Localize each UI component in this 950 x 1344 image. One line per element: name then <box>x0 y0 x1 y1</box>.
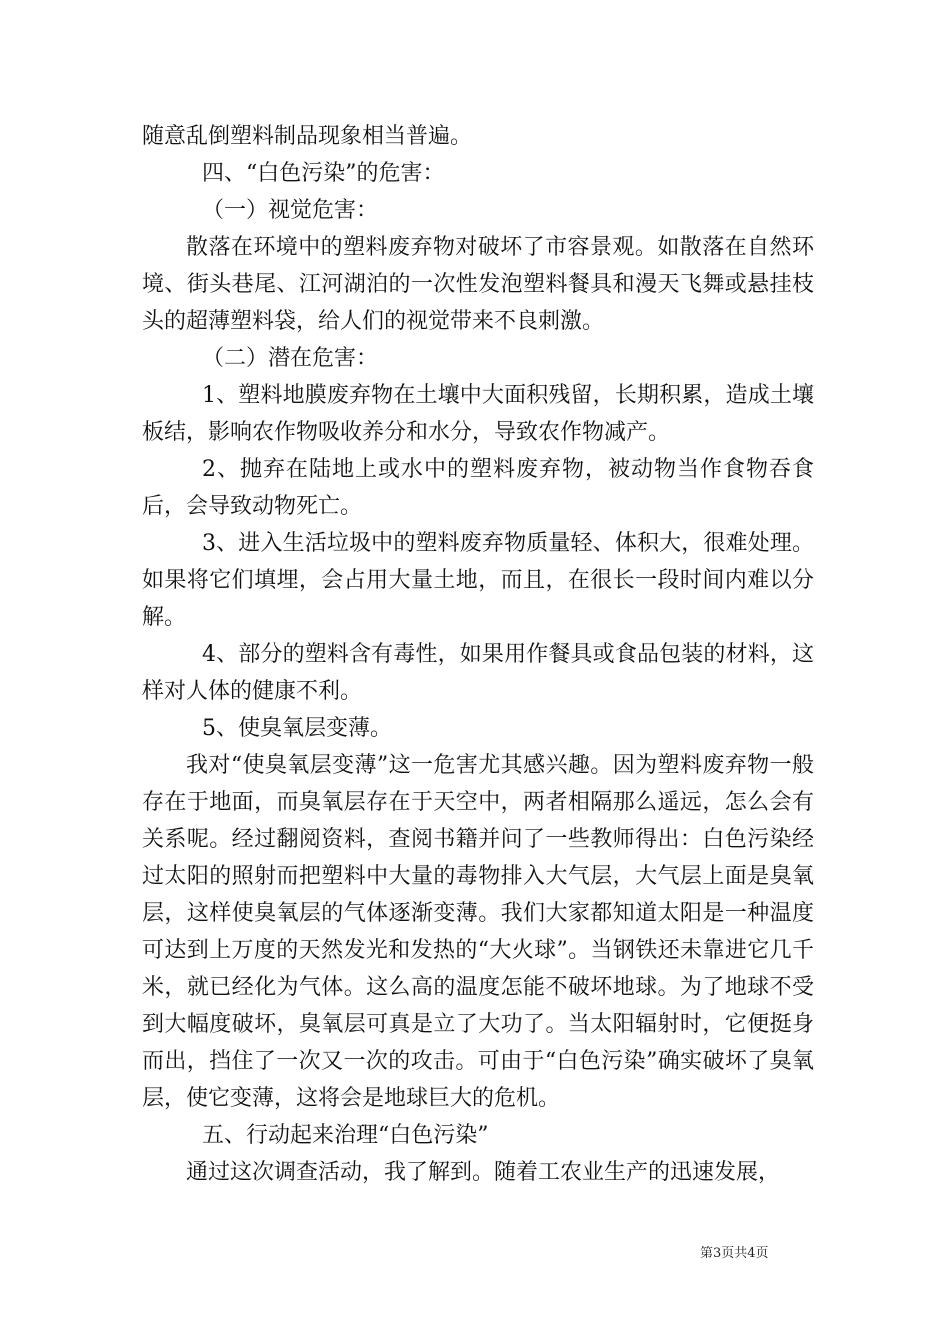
document-body <box>142 118 814 1191</box>
page-number-label: 第3页共4页 <box>700 1246 769 1261</box>
subheading-potential-hazard: （二）潜在危害： <box>202 346 379 371</box>
list-item-hazard-1: 1、塑料地膜废弃物在土壤中大面积残留，长期积累，造成土壤板结，影响农作物吸收养分和水分，导致农作物减产。 <box>142 383 814 445</box>
list-item-hazard-5: 5、使臭氧层变薄。 <box>202 716 392 741</box>
paragraph-continuation: 随意乱倒塑料制品现象相当普遍。 <box>142 124 473 149</box>
subheading-visual-hazard: （一）视觉危害： <box>202 198 379 223</box>
page-number-footer <box>700 1245 820 1263</box>
section-heading-hazards: 四、“白色污染”的危害： <box>202 161 445 186</box>
paragraph-conclusion-start: 通过这次调查活动，我了解到。随着工农业生产的迅速发展， <box>186 1160 781 1185</box>
list-item-hazard-4: 4、部分的塑料含有毒性，如果用作餐具或食品包装的材料，这样对人体的健康不利。 <box>142 642 814 704</box>
list-item-hazard-2: 2、抛弃在陆地上或水中的塑料废弃物，被动物当作食物吞食后，会导致动物死亡。 <box>142 457 814 519</box>
paragraph-visual-hazard: 散落在环境中的塑料废弃物对破坏了市容景观。如散落在自然环境、街头巷尾、江河湖泊的一次性发泡塑料餐具和漫天飞舞或悬挂枝头的超薄塑料袋，给人们的视觉带来不良刺激。 <box>142 235 814 334</box>
section-heading-action: 五、行动起来治理“白色污染” <box>202 1123 489 1148</box>
paragraph-ozone: 我对“使臭氧层变薄”这一危害尤其感兴趣。因为塑料废弃物一般存在于地面，而臭氧层存在于天空中，两者相隔那么遥远，怎么会有关系呢。经过翻阅资料，查阅书籍并问了一些教师得出：白色污染经过太阳的照射而把塑料中大量的毒物排入大气层，大气层上面是臭氧层，这样使臭氧层的气体逐渐变薄。我们大家都知道太阳是一种温度可达到上万度的天然发光和发热的“大火球”。当钢铁还未靠进它几千米，就已经化为气体。这么高的温度怎能不破坏地球。为了地球不受到大幅度破坏，臭氧层可真是立了大功了。当太阳辐射时，它便挺身而出，挡住了一次又一次的攻击。可由于“白色污染”确实破坏了臭氧层，使它变薄，这将会是地球巨大的危机。 <box>142 753 814 1111</box>
list-item-hazard-3: 3、进入生活垃圾中的塑料废弃物质量轻、体积大，很难处理。如果将它们填埋，会占用大量土地，而且，在很长一段时间内难以分解。 <box>142 531 814 630</box>
